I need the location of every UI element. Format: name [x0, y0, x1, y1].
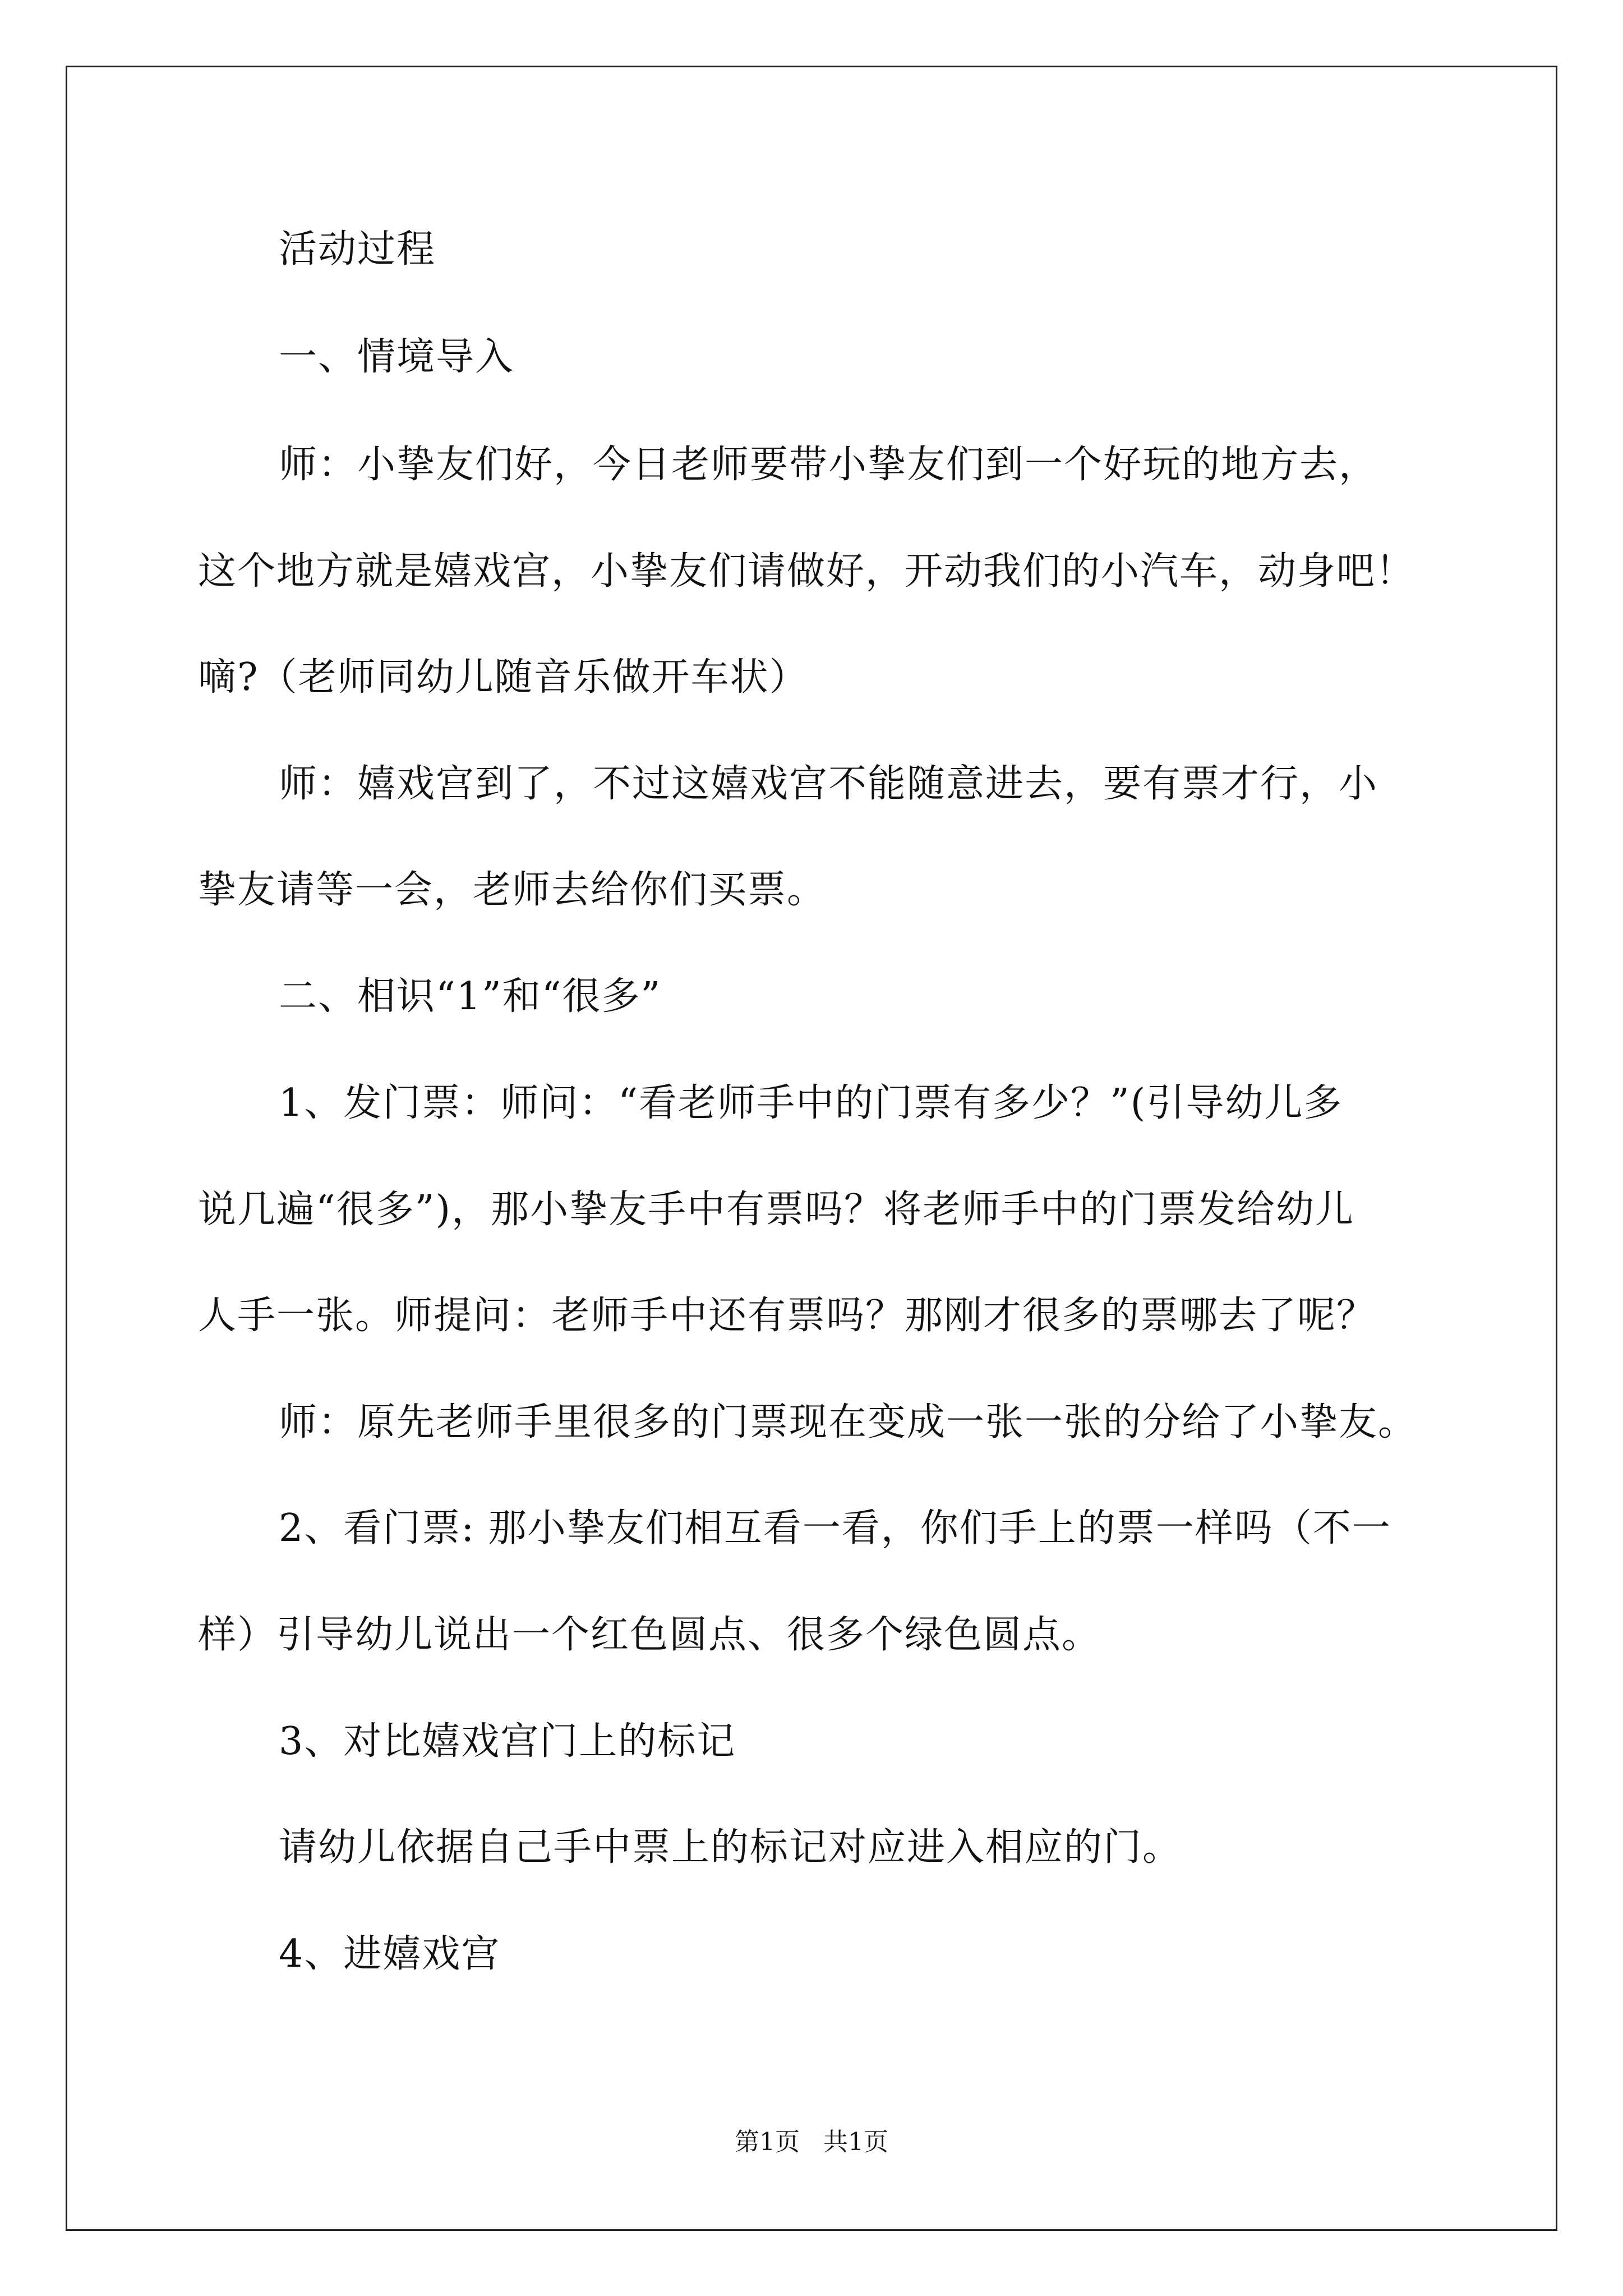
paragraph-line: 请幼儿依据自己手中票上的标记对应进入相应的门。	[279, 1825, 1182, 1870]
paragraph-line: 师：原先老师手里很多的门票现在变成一张一张的分给了小挚友。	[279, 1400, 1418, 1444]
heading-activity-process: 活动过程	[279, 227, 436, 272]
section-heading-2: 二、相识“1”和“很多”	[279, 974, 662, 1019]
paragraph-line: 师：小挚友们好，今日老师要带小挚友们到一个好玩的地方去，	[279, 443, 1378, 487]
page-footer	[0, 2130, 1623, 2155]
paragraph-line: 1、发门票：师问：“看老师手中的门票有多少？”(引导幼儿多	[279, 1081, 1343, 1125]
page-total: 共1页	[823, 2128, 888, 2156]
page-number: 第1页	[735, 2128, 800, 2156]
paragraph-line: 人手一张。师提问：老师手中还有票吗？那刚才很多的票哪去了呢？	[198, 1294, 1376, 1338]
paragraph-line: 这个地方就是嬉戏宫，小挚友们请做好，开动我们的小汽车，动身吧！	[198, 549, 1415, 593]
section-heading-1: 一、情境导入	[279, 335, 515, 379]
paragraph-line: 嘀?（老师同幼儿随音乐做开车状）	[198, 655, 809, 700]
paragraph-line: 样）引导幼儿说出一个红色圆点、很多个绿色圆点。	[198, 1613, 1101, 1657]
paragraph-line: 师：嬉戏宫到了，不过这嬉戏宫不能随意进去，要有票才行，小	[279, 762, 1378, 806]
paragraph-line: 2、看门票: 那小挚友们相互看一看，你们手上的票一样吗（不一	[279, 1506, 1391, 1550]
paragraph-line: 挚友请等一会，老师去给你们买票。	[198, 868, 827, 912]
paragraph-line: 说几遍“很多”)，那小挚友手中有票吗？将老师手中的门票发给幼儿	[198, 1188, 1355, 1232]
page-border	[66, 66, 1557, 2231]
list-item-heading: 4、进嬉戏宫	[279, 1932, 501, 1976]
list-item-heading: 3、对比嬉戏宫门上的标记	[279, 1719, 736, 1764]
